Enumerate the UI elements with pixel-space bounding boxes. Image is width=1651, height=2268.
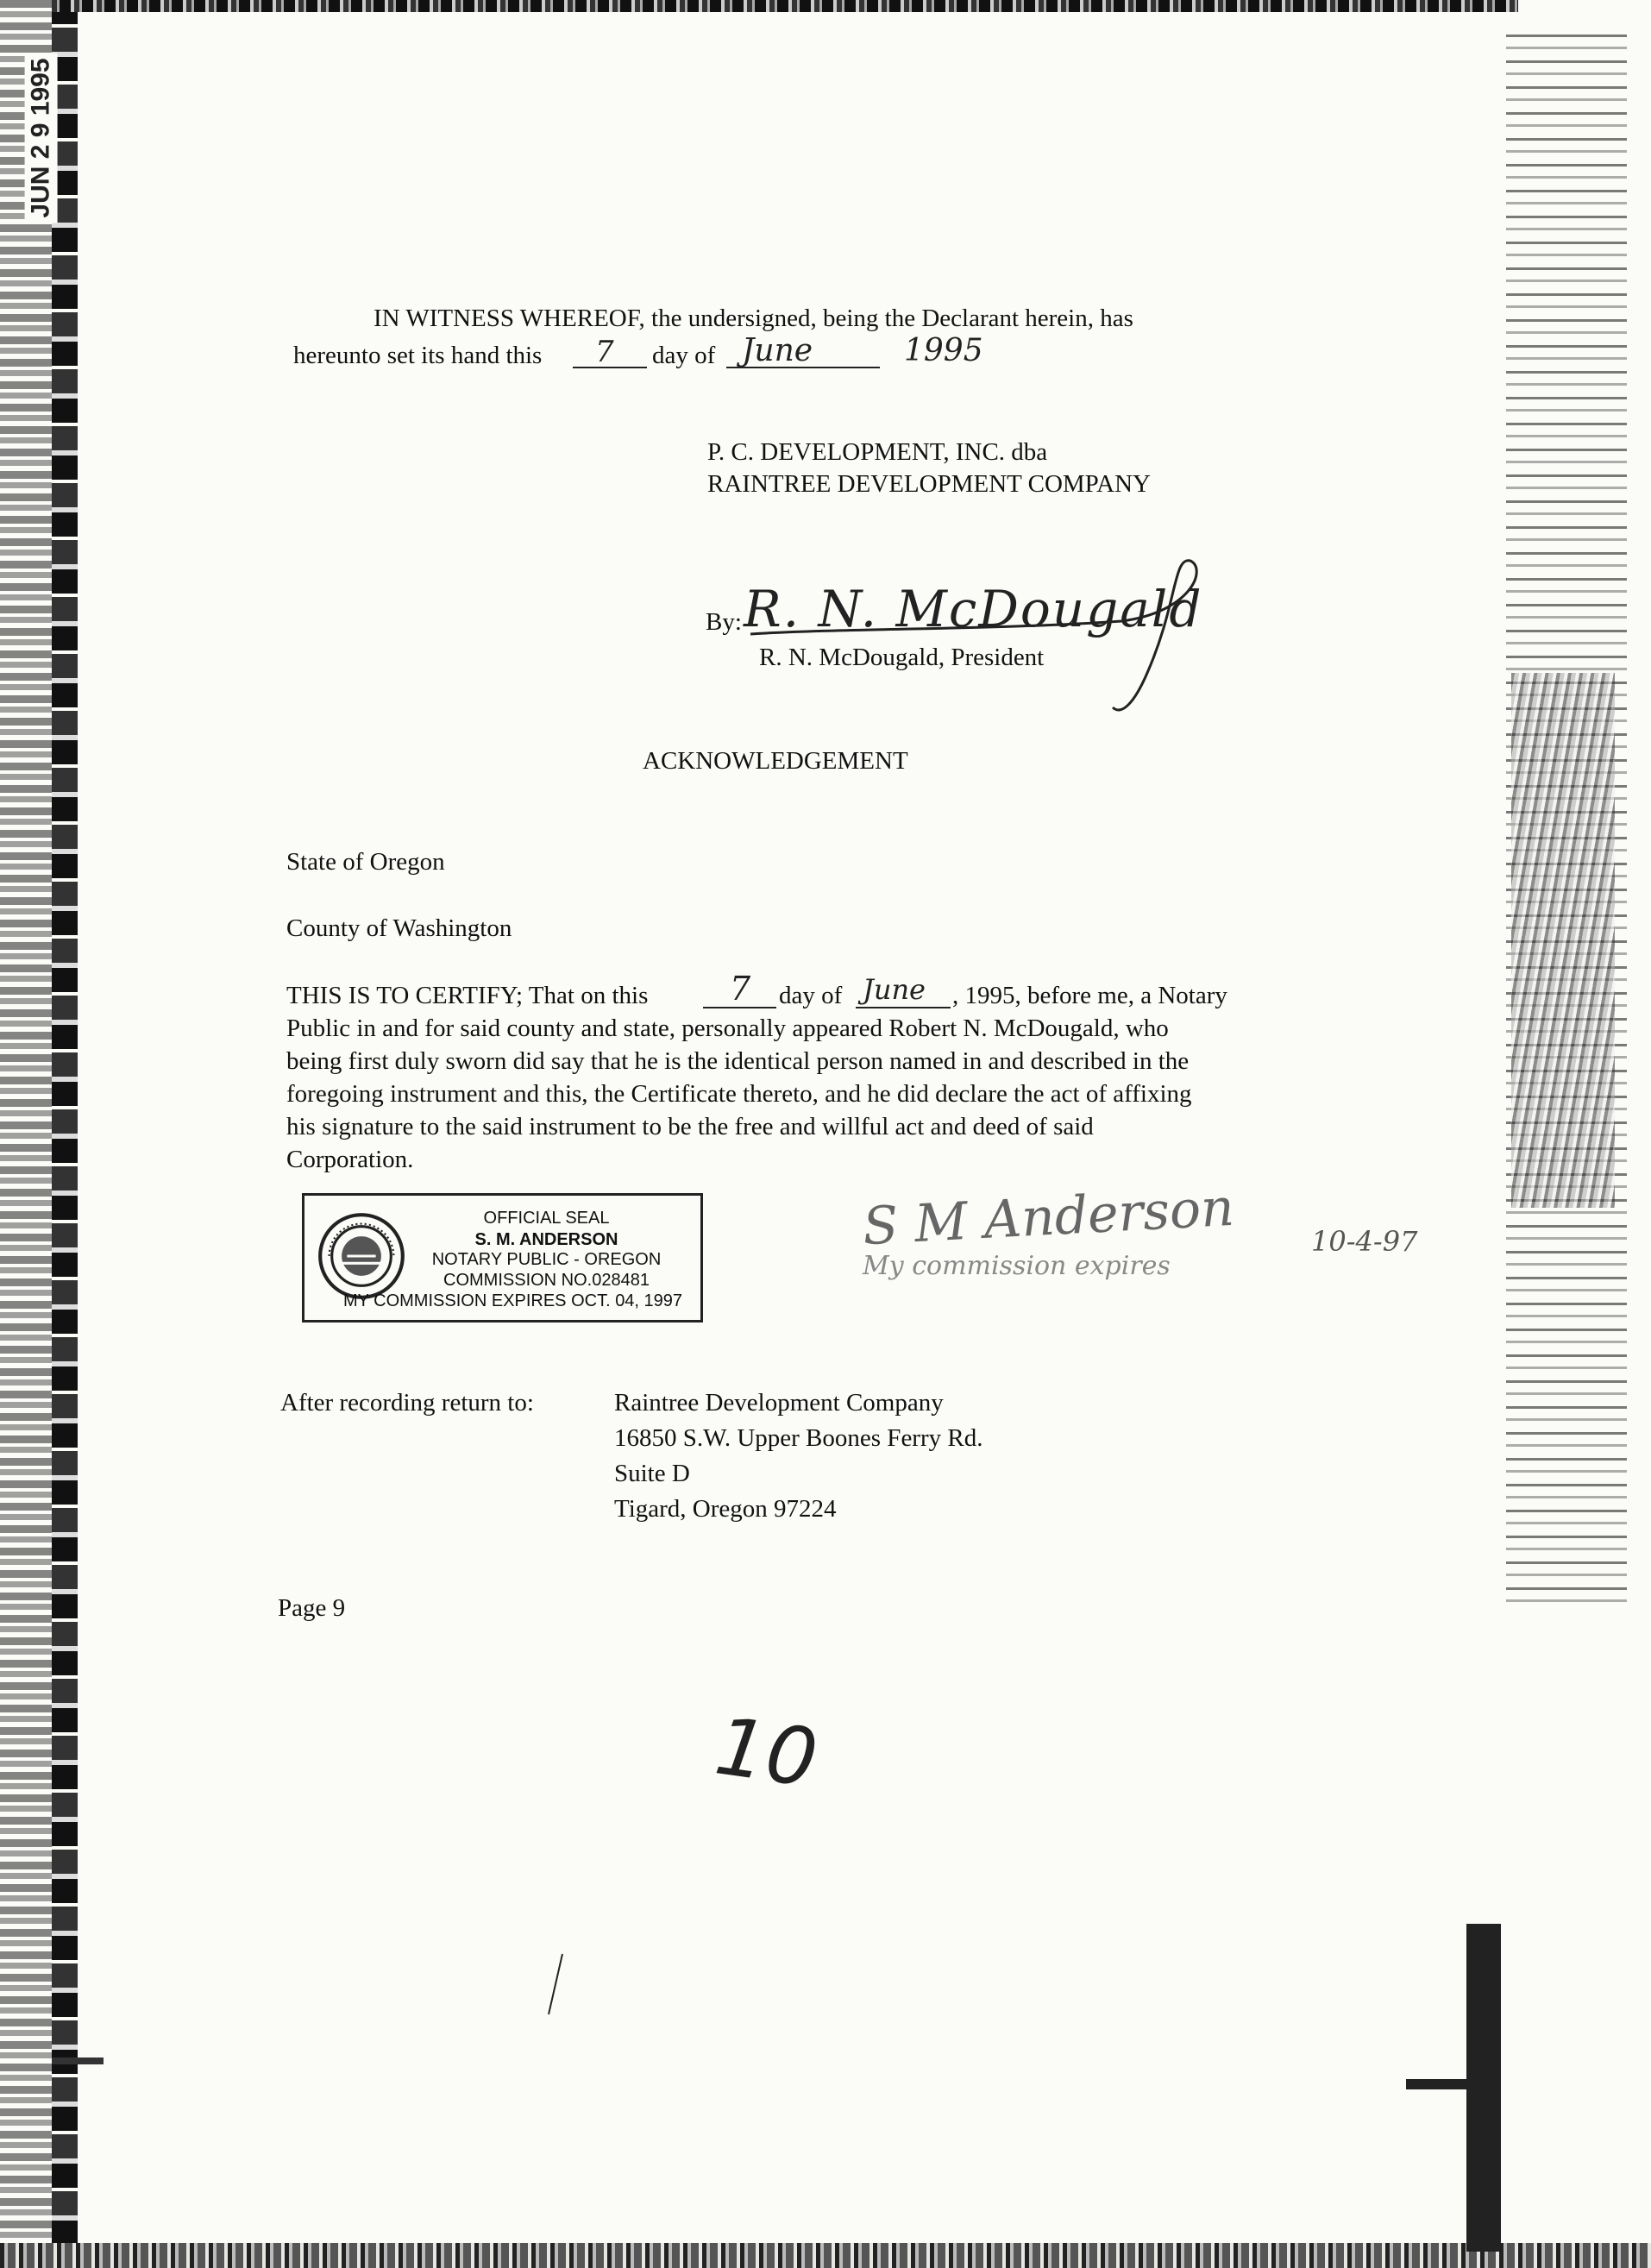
return-to-line-1: Raintree Development Company (614, 1389, 944, 1417)
company-name-line-1: P. C. DEVELOPMENT, INC. dba (707, 438, 1048, 466)
by-label: By: (706, 608, 742, 636)
seal-heading: OFFICIAL SEAL (483, 1209, 610, 1228)
notary-seal (302, 1193, 703, 1322)
stray-pen-mark (543, 1950, 569, 2019)
notary-signature: S M Anderson (861, 1177, 1236, 1258)
received-date-stamp (7, 52, 76, 224)
ack-body-line-2: being first duly sworn did say that he is the identical person named in and described in the (286, 1047, 1190, 1075)
certify-month-underline (856, 1007, 951, 1008)
witness-day-of: day of (652, 342, 716, 369)
return-to-label: After recording return to: (280, 1389, 534, 1417)
notary-commission-date: 10-4-97 (1311, 1225, 1418, 1258)
ack-body-line-1: Public in and for said county and state, personally appeared Robert N. McDougald, who (286, 1015, 1169, 1042)
ack-body-line-3: foregoing instrument and this, the Certificate thereto, and he did declare the act of affixing (286, 1080, 1192, 1108)
ack-county: County of Washington (286, 914, 512, 942)
certify-day-handwritten: 7 (730, 970, 751, 1008)
witness-year-handwritten: 1995 (904, 333, 983, 368)
certify-prefix: THIS IS TO CERTIFY; That on this (286, 982, 649, 1009)
ack-body-line-5: Corporation. (286, 1146, 414, 1173)
witness-line-2-prefix: hereunto set its hand this (293, 342, 543, 369)
return-to-line-2: 16850 S.W. Upper Boones Ferry Rd. (614, 1424, 983, 1452)
seal-notary-title: NOTARY PUBLIC - OREGON (431, 1250, 662, 1269)
signer-name-title: R. N. McDougald, President (759, 644, 1045, 671)
president-signature: R. N. McDougald (744, 580, 1203, 638)
certify-month-handwritten: June (863, 973, 926, 1006)
witness-day-handwritten: 7 (595, 335, 614, 369)
certify-suffix: , 1995, before me, a Notary (952, 982, 1227, 1009)
scan-edge-bottom (0, 2243, 1651, 2268)
ack-state: State of Oregon (286, 848, 445, 876)
company-name-line-2: RAINTREE DEVELOPMENT COMPANY (707, 470, 1151, 498)
scan-rule-bottom (1406, 2079, 1501, 2089)
signature-flourish (742, 552, 1225, 725)
seal-commission-expiry: MY COMMISSION EXPIRES OCT. 04, 1997 (342, 1291, 683, 1310)
witness-month-handwritten: June (742, 333, 813, 368)
received-date-text: JUN 2 9 1995 (25, 53, 58, 223)
scan-rule-left (52, 2058, 104, 2064)
return-to-line-3: Suite D (614, 1460, 690, 1487)
seal-commission-number: COMMISSION NO.028481 (443, 1271, 650, 1290)
scan-edge-right-noise (1511, 673, 1615, 1208)
scan-edge-strip (52, 0, 78, 2268)
certify-day-of: day of (779, 982, 843, 1009)
return-to-line-4: Tigard, Oregon 97224 (614, 1495, 837, 1523)
ack-body-line-4: his signature to the said instrument to be the free and willful act and deed of said (286, 1113, 1094, 1140)
witness-line-1: IN WITNESS WHEREOF, the undersigned, being the Declarant herein, has (374, 305, 1133, 332)
notary-commission-note: My commission expires (863, 1251, 1171, 1281)
page-label: Page 9 (278, 1594, 346, 1622)
seal-notary-name: S. M. ANDERSON (474, 1230, 618, 1249)
oregon-state-seal-icon (317, 1211, 406, 1301)
scan-edge-top (52, 0, 1518, 12)
acknowledgement-heading: ACKNOWLEDGEMENT (643, 747, 908, 775)
handwritten-page-number: 10 (710, 1699, 823, 1806)
